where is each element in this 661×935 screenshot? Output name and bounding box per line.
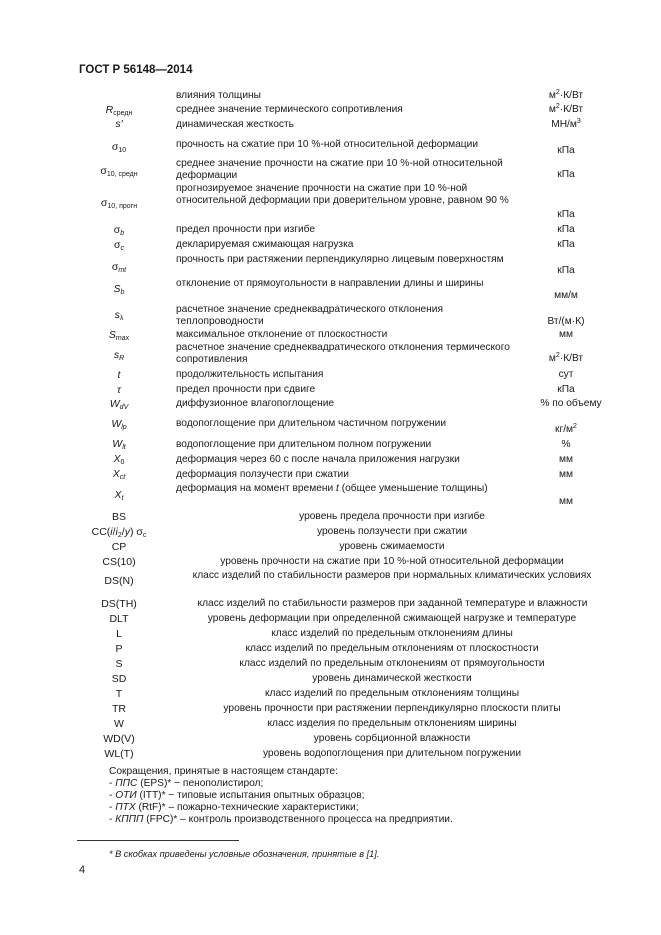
symbol: τ (117, 384, 121, 396)
code-desc: класс изделий по предельным отклонениям от плоскостности (245, 643, 539, 654)
symbol-unit: кПа (557, 239, 575, 250)
abbreviation-item: - ПТХ (RtF)* – пожарно-технические характеристики; (109, 802, 359, 813)
symbol-desc: диффузионное влагопоглощение (176, 398, 335, 409)
code-desc: уровень ползучести при сжатии (316, 526, 468, 537)
symbol-desc: расчетное значение среднеквадратического отклонения теплопроводности (176, 304, 444, 327)
symbol-desc: предел прочности при изгибе (176, 224, 316, 235)
abbreviations-intro: Сокращения, принятые в настоящем стандарте: (109, 766, 338, 777)
code-desc: уровень сорбционной влажности (313, 733, 471, 744)
symbol-unit: сут (558, 369, 574, 380)
symbol-desc: влияния толщины (176, 90, 261, 101)
code: SD (111, 673, 127, 685)
code: DS(N) (104, 575, 134, 587)
symbol-desc: предел прочности при сдвиге (176, 384, 316, 395)
symbol: $S_{max}$ (108, 329, 130, 342)
symbol-unit: кПа (557, 384, 575, 395)
symbol: $X_{ct}$ (112, 468, 126, 481)
code-desc: уровень сжимаемости (339, 541, 445, 552)
code-desc: класс изделий по стабильности размеров при заданной температуре и влажности (197, 598, 588, 609)
symbol-desc: деформация на момент времени t (общее уменьшение толщины) (176, 483, 488, 494)
symbol-unit: % по объему (540, 398, 602, 409)
symbol-unit: Вт/(м·К) (547, 316, 585, 327)
symbol-unit: мм (558, 329, 573, 340)
page-number: 4 (79, 864, 86, 876)
symbol: $\sigma_{mt}$ (111, 261, 127, 274)
code-desc: уровень динамической жесткости (312, 673, 472, 684)
code: DLT (109, 613, 129, 625)
symbol: $s_\lambda$ (114, 309, 124, 322)
symbol-desc: прогнозируемое значение прочности на сжатие при 10 %-ной относительной деформации при доверительном уровне, равном 90 % (176, 183, 509, 206)
symbol-unit: мм (558, 496, 573, 507)
symbol-desc: максимальное отклонение от плоскостности (176, 329, 388, 340)
footnote-rule (77, 840, 239, 841)
code: P (115, 643, 123, 655)
symbol: $X_0$ (113, 453, 125, 466)
symbol: $\sigma_{10, средн}$ (100, 165, 138, 178)
symbol-desc: водопоглощение при длительном полном погружении (176, 439, 432, 450)
code-desc: уровень деформации при определенной сжимающей нагрузке и температуре (207, 613, 577, 624)
symbol: $\sigma_b$ (113, 224, 125, 237)
abbreviation-item: - КППП (FPC)* – контроль производственного процесса на предприятии. (109, 814, 453, 825)
symbol: $R_{средн}$ (105, 104, 133, 117)
symbol-desc: динамическая жесткость (176, 119, 294, 130)
document-header: ГОСТ Р 56148—2014 (79, 64, 193, 76)
symbol-unit: кПа (557, 209, 575, 220)
code: DS(TH) (101, 598, 137, 610)
symbol-unit: $кг/м^2$ (555, 423, 577, 435)
symbol-unit: кПа (557, 265, 575, 276)
symbol: $\sigma_{10, прогн}$ (100, 197, 138, 210)
code-desc: класс изделий по стабильности размеров при нормальных климатических условиях (192, 570, 592, 581)
code-desc: уровень прочности на сжатие при 10 %-ной относительной деформации (220, 556, 564, 567)
symbol-desc: водопоглощение при длительном частичном погружении (176, 418, 447, 429)
code: L (116, 628, 122, 640)
code: CS(10) (102, 556, 136, 568)
code-desc: уровень водопоглощения при длительном погружении (262, 748, 522, 759)
symbol: $\sigma_{10}$ (111, 141, 127, 154)
symbol-desc: деформация через 60 с после начала приложения нагрузки (176, 454, 460, 465)
symbol: $\sigma_c$ (114, 239, 124, 252)
symbol-desc: продолжительность испытания (176, 369, 324, 380)
code: CP (111, 541, 127, 553)
code: S (115, 658, 123, 670)
symbol-unit: $м^2\cdot К/Вт$ (548, 89, 584, 101)
symbol: $W_{lp}$ (111, 418, 127, 431)
code-desc: уровень прочности при растяжении перпендикулярно плоскости плиты (223, 703, 561, 714)
code: T (115, 688, 123, 700)
symbol-unit: % (561, 439, 571, 450)
symbol-desc: прочность при растяжении перпендикулярно лицевым поверхностям (176, 254, 504, 265)
symbol-desc: среднее значение прочности на сжатие при 10 %-ной относительной деформации (176, 158, 503, 181)
symbol-desc: прочность на сжатие при 10 %-ной относительной деформации (176, 139, 479, 150)
symbol-unit: кПа (557, 145, 575, 156)
abbreviation-item: - ППС (EPS)* − пенополистирол; (109, 778, 264, 789)
symbol: t (117, 369, 121, 381)
code: BS (111, 511, 126, 523)
code-desc: класс изделий по предельным отклонениям от прямоугольности (239, 658, 545, 669)
code: W (114, 718, 124, 730)
symbol-desc: деформация ползучести при сжатии (176, 469, 349, 480)
abbreviation-item: - ОТИ (ITT)* − типовые испытания опытных образцов; (109, 790, 365, 801)
code-desc: класс изделий по предельным отклонениям длины (271, 628, 513, 639)
symbol-unit: $м^2\cdot К/Вт$ (548, 103, 584, 115)
symbol-unit: мм (558, 454, 573, 465)
code: $CC(i/i_2/y)$ $\sigma_c$ (91, 526, 147, 539)
symbol: $S_b$ (113, 283, 125, 296)
symbol: $W_{dV}$ (109, 398, 129, 411)
symbol: $X_t$ (114, 489, 124, 502)
symbol: $W_{lt}$ (112, 438, 126, 451)
code: TR (112, 703, 126, 715)
symbol-desc: расчетное значение среднеквадратического отклонения термического сопротивления (176, 342, 510, 365)
symbol-unit: мм (558, 469, 573, 480)
symbol: s' (115, 118, 123, 130)
footnote: * В скобках приведены условные обозначения, принятые в [1]. (109, 849, 380, 859)
symbol-desc: среднее значение термического сопротивления (176, 104, 403, 115)
code: WD(V) (103, 733, 135, 745)
symbol-desc: отклонение от прямоугольности в направлении длины и ширины (176, 278, 484, 289)
symbol-unit: мм/м (554, 290, 578, 301)
code: WL(T) (104, 748, 134, 760)
symbol-unit: кПа (557, 224, 575, 235)
code-desc: класс изделий по предельным отклонениям толщины (264, 688, 520, 699)
symbol-unit: $м^2\cdot К/Вт$ (548, 352, 584, 364)
symbol-unit: кПа (557, 169, 575, 180)
symbol-unit: $МН/м^3$ (551, 118, 581, 130)
symbol: $s_R$ (113, 349, 125, 362)
code-desc: уровень предела прочности при изгибе (299, 511, 485, 522)
symbol-desc: декларируемая сжимающая нагрузка (176, 239, 354, 250)
code-desc: класс изделия по предельным отклонениям ширины (267, 718, 517, 729)
